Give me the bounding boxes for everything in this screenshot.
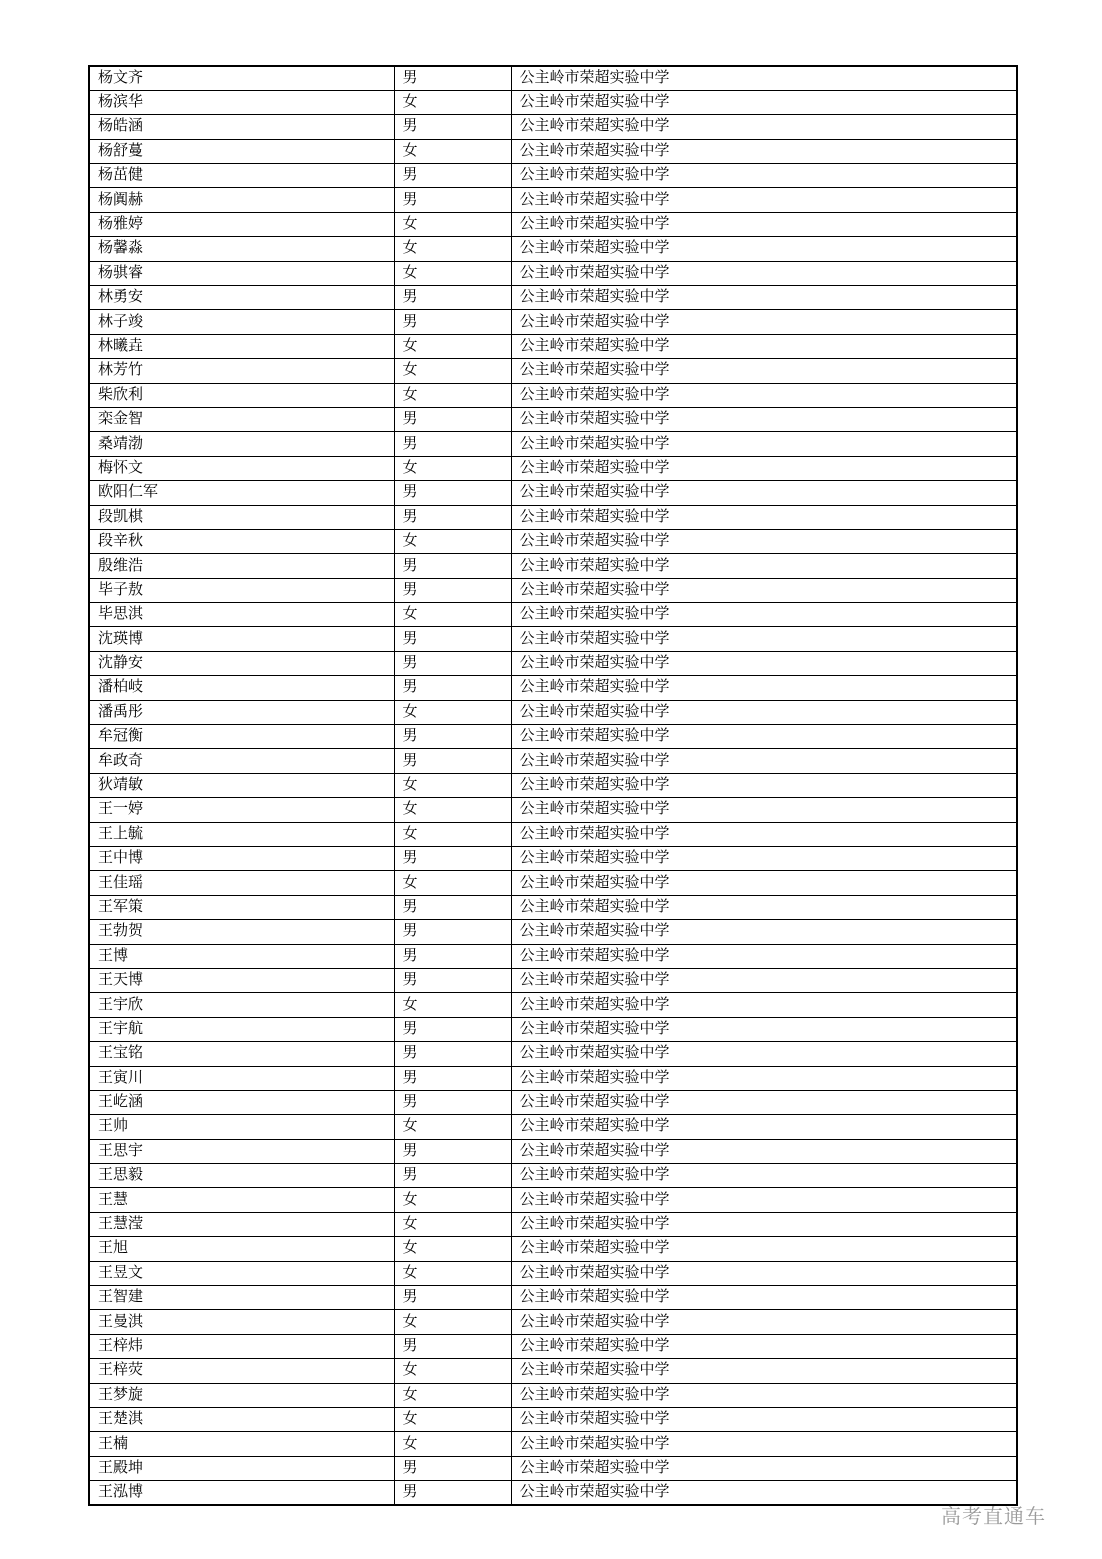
student-gender-cell: 男 [394,676,511,700]
table-row [89,822,1017,846]
table-row [89,700,1017,724]
student-school-cell: 公主岭市荣超实验中学 [511,115,1017,139]
student-name-cell: 杨阗赫 [89,188,394,212]
table-row [89,725,1017,749]
student-name-cell: 林芳竹 [89,359,394,383]
student-gender-cell: 男 [394,115,511,139]
table-row [89,1334,1017,1358]
student-gender-cell: 男 [394,944,511,968]
student-name-cell: 王上毓 [89,822,394,846]
student-name-cell: 潘禹彤 [89,700,394,724]
table-row [89,115,1017,139]
student-gender-cell: 女 [394,1383,511,1407]
student-school-cell: 公主岭市荣超实验中学 [511,164,1017,188]
student-school-cell: 公主岭市荣超实验中学 [511,1212,1017,1236]
student-name-cell: 狄靖敏 [89,773,394,797]
student-name-cell: 王屹涵 [89,1090,394,1114]
student-gender-cell: 男 [394,164,511,188]
student-school-cell: 公主岭市荣超实验中学 [511,847,1017,871]
student-name-cell: 王天博 [89,968,394,992]
table-row [89,334,1017,358]
student-school-cell: 公主岭市荣超实验中学 [511,1115,1017,1139]
student-gender-cell: 女 [394,1237,511,1261]
student-name-cell: 杨文齐 [89,66,394,90]
table-row [89,944,1017,968]
student-name-cell: 杨馨淼 [89,237,394,261]
student-school-cell: 公主岭市荣超实验中学 [511,603,1017,627]
table-row [89,1310,1017,1334]
student-name-cell: 梅怀文 [89,456,394,480]
student-gender-cell: 女 [394,1432,511,1456]
student-school-cell: 公主岭市荣超实验中学 [511,139,1017,163]
student-school-cell: 公主岭市荣超实验中学 [511,1334,1017,1358]
student-school-cell: 公主岭市荣超实验中学 [511,456,1017,480]
student-name-cell: 王军策 [89,895,394,919]
student-gender-cell: 女 [394,700,511,724]
student-name-cell: 王旭 [89,1237,394,1261]
table-row [89,359,1017,383]
table-row [89,212,1017,236]
student-school-cell: 公主岭市荣超实验中学 [511,1383,1017,1407]
student-school-cell: 公主岭市荣超实验中学 [511,481,1017,505]
student-name-cell: 栾金智 [89,407,394,431]
student-name-cell: 王智建 [89,1286,394,1310]
student-gender-cell: 女 [394,334,511,358]
table-row [89,603,1017,627]
student-school-cell: 公主岭市荣超实验中学 [511,1407,1017,1431]
student-name-cell: 毕思淇 [89,603,394,627]
student-school-cell: 公主岭市荣超实验中学 [511,773,1017,797]
table-row [89,676,1017,700]
student-gender-cell: 女 [394,822,511,846]
student-school-cell: 公主岭市荣超实验中学 [511,1481,1017,1505]
student-name-cell: 王宝铭 [89,1042,394,1066]
student-gender-cell: 女 [394,90,511,114]
student-name-cell: 潘柏岐 [89,676,394,700]
table-row [89,798,1017,822]
student-name-cell: 沈静安 [89,651,394,675]
table-row [89,1139,1017,1163]
student-name-cell: 王一婷 [89,798,394,822]
student-gender-cell: 男 [394,188,511,212]
student-gender-cell: 男 [394,1481,511,1505]
table-row [89,895,1017,919]
table-row [89,1188,1017,1212]
student-gender-cell: 女 [394,456,511,480]
student-name-cell: 王思毅 [89,1164,394,1188]
table-row [89,749,1017,773]
student-name-cell: 王昱文 [89,1261,394,1285]
student-gender-cell: 女 [394,1407,511,1431]
student-gender-cell: 女 [394,1188,511,1212]
student-gender-cell: 男 [394,310,511,334]
table-row [89,310,1017,334]
student-gender-cell: 女 [394,1115,511,1139]
table-row [89,164,1017,188]
student-name-cell: 王博 [89,944,394,968]
student-name-cell: 王慧滢 [89,1212,394,1236]
student-school-cell: 公主岭市荣超实验中学 [511,676,1017,700]
student-gender-cell: 男 [394,407,511,431]
table-row [89,261,1017,285]
student-school-cell: 公主岭市荣超实验中学 [511,993,1017,1017]
student-gender-cell: 女 [394,1261,511,1285]
student-gender-cell: 男 [394,1139,511,1163]
student-gender-cell: 女 [394,237,511,261]
student-gender-cell: 男 [394,1286,511,1310]
student-gender-cell: 男 [394,505,511,529]
student-gender-cell: 女 [394,993,511,1017]
student-school-cell: 公主岭市荣超实验中学 [511,212,1017,236]
student-gender-cell: 男 [394,627,511,651]
student-school-cell: 公主岭市荣超实验中学 [511,895,1017,919]
table-row [89,1164,1017,1188]
student-school-cell: 公主岭市荣超实验中学 [511,1432,1017,1456]
student-name-cell: 杨滨华 [89,90,394,114]
student-gender-cell: 男 [394,920,511,944]
student-gender-cell: 男 [394,1334,511,1358]
student-name-cell: 王思宇 [89,1139,394,1163]
student-name-cell: 牟冠衡 [89,725,394,749]
student-school-cell: 公主岭市荣超实验中学 [511,578,1017,602]
table-row [89,871,1017,895]
student-name-cell: 段凯棋 [89,505,394,529]
student-school-cell: 公主岭市荣超实验中学 [511,310,1017,334]
table-row [89,1115,1017,1139]
table-row [89,1237,1017,1261]
student-name-cell: 王楚淇 [89,1407,394,1431]
student-gender-cell: 女 [394,359,511,383]
student-gender-cell: 男 [394,749,511,773]
student-school-cell: 公主岭市荣超实验中学 [511,1042,1017,1066]
student-school-cell: 公主岭市荣超实验中学 [511,66,1017,90]
student-gender-cell: 男 [394,286,511,310]
table-row [89,1286,1017,1310]
table-row [89,651,1017,675]
student-school-cell: 公主岭市荣超实验中学 [511,383,1017,407]
student-name-cell: 王帅 [89,1115,394,1139]
student-school-cell: 公主岭市荣超实验中学 [511,359,1017,383]
student-school-cell: 公主岭市荣超实验中学 [511,1164,1017,1188]
table-row [89,1359,1017,1383]
student-school-cell: 公主岭市荣超实验中学 [511,90,1017,114]
table-row [89,1261,1017,1285]
table-row [89,139,1017,163]
student-name-cell: 杨雅婷 [89,212,394,236]
table-row [89,90,1017,114]
student-gender-cell: 男 [394,651,511,675]
student-gender-cell: 男 [394,66,511,90]
student-name-cell: 杨骐睿 [89,261,394,285]
student-school-cell: 公主岭市荣超实验中学 [511,725,1017,749]
watermark: 高考直通车 [941,1506,1046,1528]
student-school-cell: 公主岭市荣超实验中学 [511,1188,1017,1212]
student-name-cell: 牟政奇 [89,749,394,773]
student-school-cell: 公主岭市荣超实验中学 [511,944,1017,968]
table-row [89,993,1017,1017]
student-school-cell: 公主岭市荣超实验中学 [511,505,1017,529]
student-school-cell: 公主岭市荣超实验中学 [511,749,1017,773]
table-row [89,66,1017,90]
table-row [89,286,1017,310]
student-gender-cell: 女 [394,871,511,895]
student-name-cell: 王宇航 [89,1017,394,1041]
student-name-cell: 杨皓涵 [89,115,394,139]
student-school-cell: 公主岭市荣超实验中学 [511,1359,1017,1383]
table-row [89,432,1017,456]
student-gender-cell: 女 [394,1310,511,1334]
table-row [89,1042,1017,1066]
table-row [89,1481,1017,1505]
student-name-cell: 王寅川 [89,1066,394,1090]
student-school-cell: 公主岭市荣超实验中学 [511,237,1017,261]
student-school-cell: 公主岭市荣超实验中学 [511,798,1017,822]
table-row [89,456,1017,480]
student-school-cell: 公主岭市荣超实验中学 [511,1066,1017,1090]
student-gender-cell: 男 [394,481,511,505]
student-gender-cell: 女 [394,383,511,407]
student-gender-cell: 男 [394,895,511,919]
student-gender-cell: 女 [394,773,511,797]
table-row [89,920,1017,944]
student-gender-cell: 男 [394,847,511,871]
student-school-cell: 公主岭市荣超实验中学 [511,1090,1017,1114]
student-roster-table [88,65,1018,1506]
student-school-cell: 公主岭市荣超实验中学 [511,1310,1017,1334]
student-gender-cell: 女 [394,529,511,553]
student-name-cell: 段辛秋 [89,529,394,553]
student-name-cell: 杨茁健 [89,164,394,188]
student-name-cell: 柴欣利 [89,383,394,407]
student-name-cell: 王泓博 [89,1481,394,1505]
table-row [89,1456,1017,1480]
student-gender-cell: 女 [394,212,511,236]
student-name-cell: 王殿坤 [89,1456,394,1480]
student-name-cell: 王曼淇 [89,1310,394,1334]
student-school-cell: 公主岭市荣超实验中学 [511,871,1017,895]
table-row [89,1407,1017,1431]
table-row [89,407,1017,431]
student-gender-cell: 女 [394,1212,511,1236]
student-name-cell: 王梦旋 [89,1383,394,1407]
table-row [89,1432,1017,1456]
student-name-cell: 王佳瑶 [89,871,394,895]
student-gender-cell: 男 [394,1164,511,1188]
student-name-cell: 桑靖渤 [89,432,394,456]
student-gender-cell: 男 [394,554,511,578]
table-row [89,383,1017,407]
student-gender-cell: 女 [394,1359,511,1383]
student-school-cell: 公主岭市荣超实验中学 [511,1017,1017,1041]
student-name-cell: 毕子敖 [89,578,394,602]
table-row [89,1066,1017,1090]
student-school-cell: 公主岭市荣超实验中学 [511,432,1017,456]
student-name-cell: 林子竣 [89,310,394,334]
student-school-cell: 公主岭市荣超实验中学 [511,334,1017,358]
student-school-cell: 公主岭市荣超实验中学 [511,286,1017,310]
student-school-cell: 公主岭市荣超实验中学 [511,651,1017,675]
table-row [89,1090,1017,1114]
student-gender-cell: 女 [394,603,511,627]
student-school-cell: 公主岭市荣超实验中学 [511,554,1017,578]
student-gender-cell: 男 [394,1017,511,1041]
student-gender-cell: 男 [394,1090,511,1114]
student-school-cell: 公主岭市荣超实验中学 [511,1139,1017,1163]
table-row [89,578,1017,602]
student-school-cell: 公主岭市荣超实验中学 [511,407,1017,431]
student-gender-cell: 男 [394,968,511,992]
student-gender-cell: 女 [394,261,511,285]
student-gender-cell: 男 [394,1042,511,1066]
student-school-cell: 公主岭市荣超实验中学 [511,1237,1017,1261]
table-row [89,505,1017,529]
table-row [89,1017,1017,1041]
student-gender-cell: 女 [394,139,511,163]
table-row [89,237,1017,261]
student-name-cell: 王慧 [89,1188,394,1212]
student-gender-cell: 女 [394,798,511,822]
student-table-body [89,66,1017,1505]
student-school-cell: 公主岭市荣超实验中学 [511,968,1017,992]
student-gender-cell: 男 [394,432,511,456]
student-name-cell: 王楠 [89,1432,394,1456]
student-school-cell: 公主岭市荣超实验中学 [511,529,1017,553]
student-name-cell: 王梓炜 [89,1334,394,1358]
student-name-cell: 王中博 [89,847,394,871]
student-gender-cell: 男 [394,725,511,749]
student-name-cell: 王梓荧 [89,1359,394,1383]
student-name-cell: 王勃贺 [89,920,394,944]
student-school-cell: 公主岭市荣超实验中学 [511,627,1017,651]
table-row [89,1383,1017,1407]
student-gender-cell: 男 [394,1456,511,1480]
table-row [89,847,1017,871]
student-gender-cell: 男 [394,578,511,602]
student-school-cell: 公主岭市荣超实验中学 [511,188,1017,212]
student-school-cell: 公主岭市荣超实验中学 [511,1286,1017,1310]
student-name-cell: 殷维浩 [89,554,394,578]
student-name-cell: 欧阳仁军 [89,481,394,505]
student-school-cell: 公主岭市荣超实验中学 [511,1456,1017,1480]
table-row [89,529,1017,553]
student-school-cell: 公主岭市荣超实验中学 [511,920,1017,944]
table-row [89,968,1017,992]
student-name-cell: 王宇欣 [89,993,394,1017]
student-name-cell: 沈瑛博 [89,627,394,651]
student-name-cell: 林勇安 [89,286,394,310]
table-row [89,554,1017,578]
student-school-cell: 公主岭市荣超实验中学 [511,822,1017,846]
student-school-cell: 公主岭市荣超实验中学 [511,1261,1017,1285]
student-gender-cell: 男 [394,1066,511,1090]
student-school-cell: 公主岭市荣超实验中学 [511,700,1017,724]
table-row [89,188,1017,212]
table-row [89,481,1017,505]
student-name-cell: 杨舒蔓 [89,139,394,163]
table-row [89,627,1017,651]
student-name-cell: 林曦垚 [89,334,394,358]
table-row [89,1212,1017,1236]
student-school-cell: 公主岭市荣超实验中学 [511,261,1017,285]
table-row [89,773,1017,797]
